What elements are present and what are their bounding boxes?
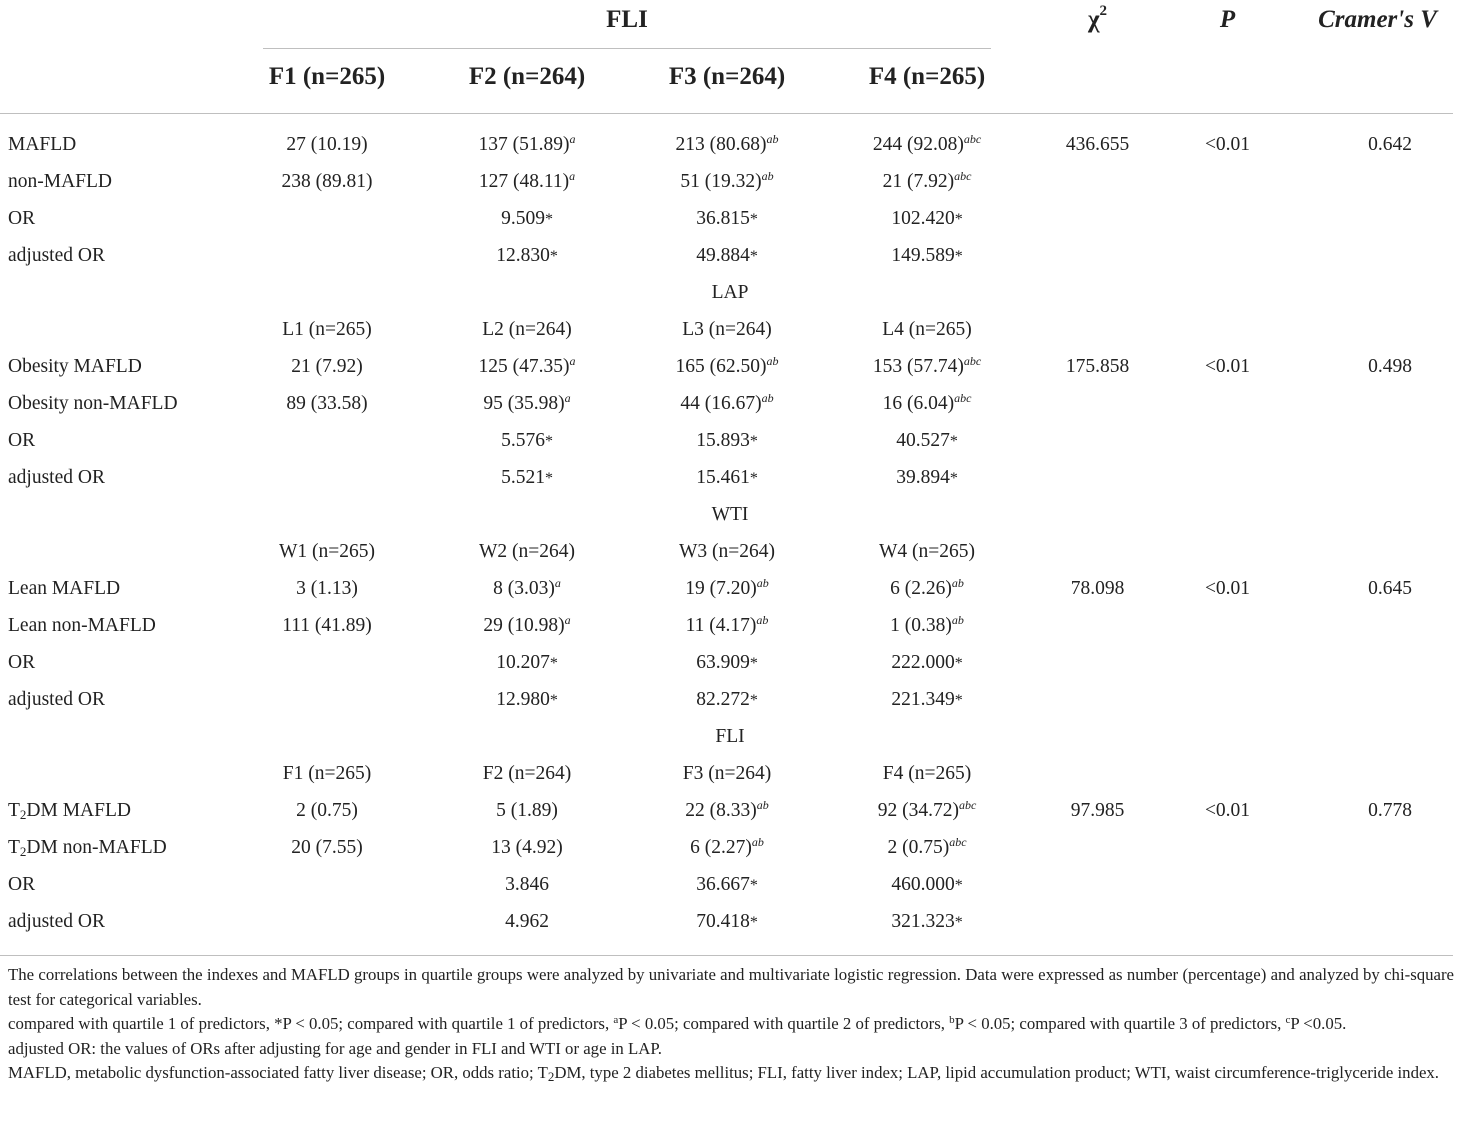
cramers-v-value: 0.645: [1368, 578, 1412, 599]
table-cell: 44 $(16.67)^{ab}$: [680, 391, 774, 414]
chi-square-value: 97.985: [1070, 800, 1125, 821]
table-row: [0, 356, 1460, 393]
table-cell: 125 $(47.35)^a$: [478, 354, 576, 377]
table-cell: 222.000*: [891, 652, 963, 673]
table-cell: 51 $(19.32)^{ab}$: [680, 169, 774, 192]
section-quartile-row: [0, 763, 1460, 800]
table-cell: 70.418*: [696, 911, 758, 932]
table-cell: 244 $(92.08)^{abc}$: [872, 132, 982, 155]
table-row: [0, 652, 1460, 689]
table-cell: 49.884*: [696, 245, 758, 266]
table-cell: 2 (0.75): [296, 800, 358, 821]
chi-square-header: [1030, 3, 1165, 34]
row-label: non-MAFLD: [8, 171, 113, 192]
row-label: OR: [8, 652, 36, 673]
section-quartile-label: F1 (n=265): [282, 763, 372, 784]
row-label: T2DM MAFLD: [8, 800, 131, 822]
header-quartile-3: F3 (n=264): [668, 63, 786, 90]
row-label: OR: [8, 430, 36, 451]
table-row: [0, 837, 1460, 874]
section-title: WTI: [711, 504, 749, 525]
p-header: P: [1219, 6, 1236, 33]
chi-label: χ: [1087, 6, 1100, 33]
section-quartile-label: W1 (n=265): [278, 541, 375, 562]
table-cell: 221.349*: [891, 689, 963, 710]
table-cell: 6 $(2.26)^{ab}$: [890, 576, 964, 599]
table-row: [0, 208, 1460, 245]
row-label: adjusted OR: [8, 467, 105, 488]
table-row: [0, 467, 1460, 504]
section-quartile-label: F2 (n=264): [482, 763, 572, 784]
row-label: Lean MAFLD: [8, 578, 121, 599]
table-row: [0, 689, 1460, 726]
header-quartile-2: F2 (n=264): [468, 63, 586, 90]
table-cell: 13 (4.92): [491, 837, 563, 858]
row-label: adjusted OR: [8, 689, 105, 710]
cramers-v-value: 0.778: [1368, 800, 1412, 821]
table-cell: 4.962: [505, 911, 549, 932]
header-quartile-4: F4 (n=265): [868, 63, 986, 90]
table-cell: 1 $(0.38)^{ab}$: [890, 613, 964, 636]
cramers-v-value: 0.642: [1368, 134, 1412, 155]
table-cell: 36.815*: [696, 208, 758, 229]
table-cell: 238 (89.81): [281, 171, 373, 192]
section-quartile-label: L4 (n=265): [882, 319, 972, 340]
row-label: OR: [8, 208, 36, 229]
table-row: [0, 430, 1460, 467]
table-cell: 111 (41.89): [282, 615, 372, 636]
header-underline: [263, 48, 991, 49]
table-cell: 12.830*: [496, 245, 558, 266]
table-cell: 89 (33.58): [286, 393, 368, 414]
table-footnotes: [8, 963, 1454, 1086]
row-label: T2DM non-MAFLD: [8, 837, 167, 859]
table-cell: 19 $(7.20)^{ab}$: [685, 576, 769, 599]
row-label: Obesity MAFLD: [8, 356, 142, 377]
table-cell: 27 (10.19): [286, 134, 368, 155]
table-cell: 20 (7.55): [291, 837, 363, 858]
table-cell: 5 (1.89): [496, 800, 558, 821]
table-cell: 29 $(10.98)^a$: [483, 613, 571, 636]
row-label: MAFLD: [8, 134, 77, 155]
table-cell: 3.846: [505, 874, 549, 895]
table-cell: 22 $(8.33)^{ab}$: [685, 798, 769, 821]
table-cell: 15.893*: [696, 430, 758, 451]
header-bottom-rule: [0, 113, 1453, 114]
section-title: LAP: [711, 282, 749, 303]
header-quartile-1: F1 (n=265): [268, 63, 386, 90]
table-row: [0, 800, 1460, 837]
section-quartile-label: W2 (n=264): [478, 541, 575, 562]
table-cell: 460.000*: [891, 874, 963, 895]
section-quartile-label: L1 (n=265): [282, 319, 372, 340]
table-bottom-rule: [0, 955, 1453, 956]
row-label: adjusted OR: [8, 245, 105, 266]
section-quartile-label: W4 (n=265): [878, 541, 975, 562]
table-cell: 15.461*: [696, 467, 758, 488]
row-label: OR: [8, 874, 36, 895]
table-row: [0, 578, 1460, 615]
chi-sup: 2: [1099, 3, 1108, 19]
table-cell: 9.509*: [501, 208, 553, 229]
table-cell: 92 $(34.72)^{abc}$: [877, 798, 977, 821]
footnote-3: adjusted OR: the values of ORs after adjusting for age and gender in FLI and WTI or age in LAP.: [8, 1038, 662, 1058]
table-row: [0, 874, 1460, 911]
row-label: adjusted OR: [8, 911, 105, 932]
section-quartile-label: L3 (n=264): [682, 319, 772, 340]
table-cell: 36.667*: [696, 874, 758, 895]
section-quartile-label: F3 (n=264): [682, 763, 772, 784]
p-value: <0.01: [1204, 134, 1251, 155]
table-cell: 11 $(4.17)^{ab}$: [685, 613, 769, 636]
table-cell: 16 $(6.04)^{abc}$: [882, 391, 972, 414]
footnote-sub2: 2: [547, 1069, 555, 1084]
section-title: FLI: [715, 726, 745, 747]
p-value: <0.01: [1204, 578, 1251, 599]
table-cell: 39.894*: [896, 467, 958, 488]
table-cell: 8 $(3.03)^a$: [493, 576, 561, 599]
table-cell: 153 $(57.74)^{abc}$: [872, 354, 982, 377]
row-label: Lean non-MAFLD: [8, 615, 156, 636]
table-cell: 5.576*: [501, 430, 553, 451]
table-cell: 10.207*: [496, 652, 558, 673]
table-cell: 12.980*: [496, 689, 558, 710]
table-row: [0, 911, 1460, 948]
table-cell: 213 $(80.68)^{ab}$: [675, 132, 779, 155]
cramers-header: Cramer's V: [1318, 6, 1437, 33]
p-value: <0.01: [1204, 356, 1251, 377]
table-row: [0, 171, 1460, 208]
table-cell: 127 $(48.11)^a$: [478, 169, 576, 192]
table-cell: 40.527*: [896, 430, 958, 451]
chi-square-value: 175.858: [1065, 356, 1130, 377]
section-quartile-label: W3 (n=264): [678, 541, 775, 562]
section-quartile-label: F4 (n=265): [882, 763, 972, 784]
table-cell: 165 $(62.50)^{ab}$: [675, 354, 779, 377]
section-quartile-label: L2 (n=264): [482, 319, 572, 340]
group-title: FLI: [606, 6, 648, 33]
table-row: [0, 134, 1460, 171]
table-cell: 6 $(2.27)^{ab}$: [690, 835, 764, 858]
chi-square-value: 436.655: [1065, 134, 1130, 155]
chi-square-value: 78.098: [1070, 578, 1125, 599]
table-row: [0, 245, 1460, 282]
table-cell: 95 $(35.98)^a$: [483, 391, 571, 414]
table-cell: 149.589*: [891, 245, 963, 266]
p-value: <0.01: [1204, 800, 1251, 821]
table-cell: 82.272*: [696, 689, 758, 710]
table-cell: 63.909*: [696, 652, 758, 673]
footnote-4b: DM, type 2 diabetes mellitus; FLI, fatty liver index; LAP, lipid accumulation product; WTI, waist circumference-triglyceride index.: [554, 1063, 1439, 1082]
footnote-2: compared with quartile 1 of predictors, *P < 0.05; compared with quartile 1 of predictors, $^a$P < 0.05; compared with quartile 2 of predictors, $^b$P < 0.05; compared with quartile 3 of predictors, $^c$P <0.05.: [8, 1014, 1347, 1033]
footnote-4a: MAFLD, metabolic dysfunction-associated fatty liver disease; OR, odds ratio; T: [8, 1063, 548, 1082]
cramers-v-value: 0.498: [1368, 356, 1412, 377]
footnote-4: [8, 1061, 1454, 1086]
table-row: [0, 393, 1460, 430]
table-cell: 3 (1.13): [296, 578, 358, 599]
table-cell: 21 (7.92): [291, 356, 363, 377]
table-cell: 2 $(0.75)^{abc}$: [887, 835, 967, 858]
table-row: [0, 615, 1460, 652]
section-quartile-row: [0, 541, 1460, 578]
row-label: Obesity non-MAFLD: [8, 393, 178, 414]
footnote-1: The correlations between the indexes and MAFLD groups in quartile groups were analyzed by univariate and multivariate logistic regression. Data were expressed as number (percentage) and analyzed by chi-square test for categorical variables.: [8, 965, 1454, 1009]
section-quartile-row: [0, 319, 1460, 356]
table-cell: 102.420*: [891, 208, 963, 229]
table-cell: 321.323*: [891, 911, 963, 932]
table-cell: 137 $(51.89)^a$: [478, 132, 576, 155]
table-cell: 5.521*: [501, 467, 553, 488]
table-cell: 21 $(7.92)^{abc}$: [882, 169, 972, 192]
